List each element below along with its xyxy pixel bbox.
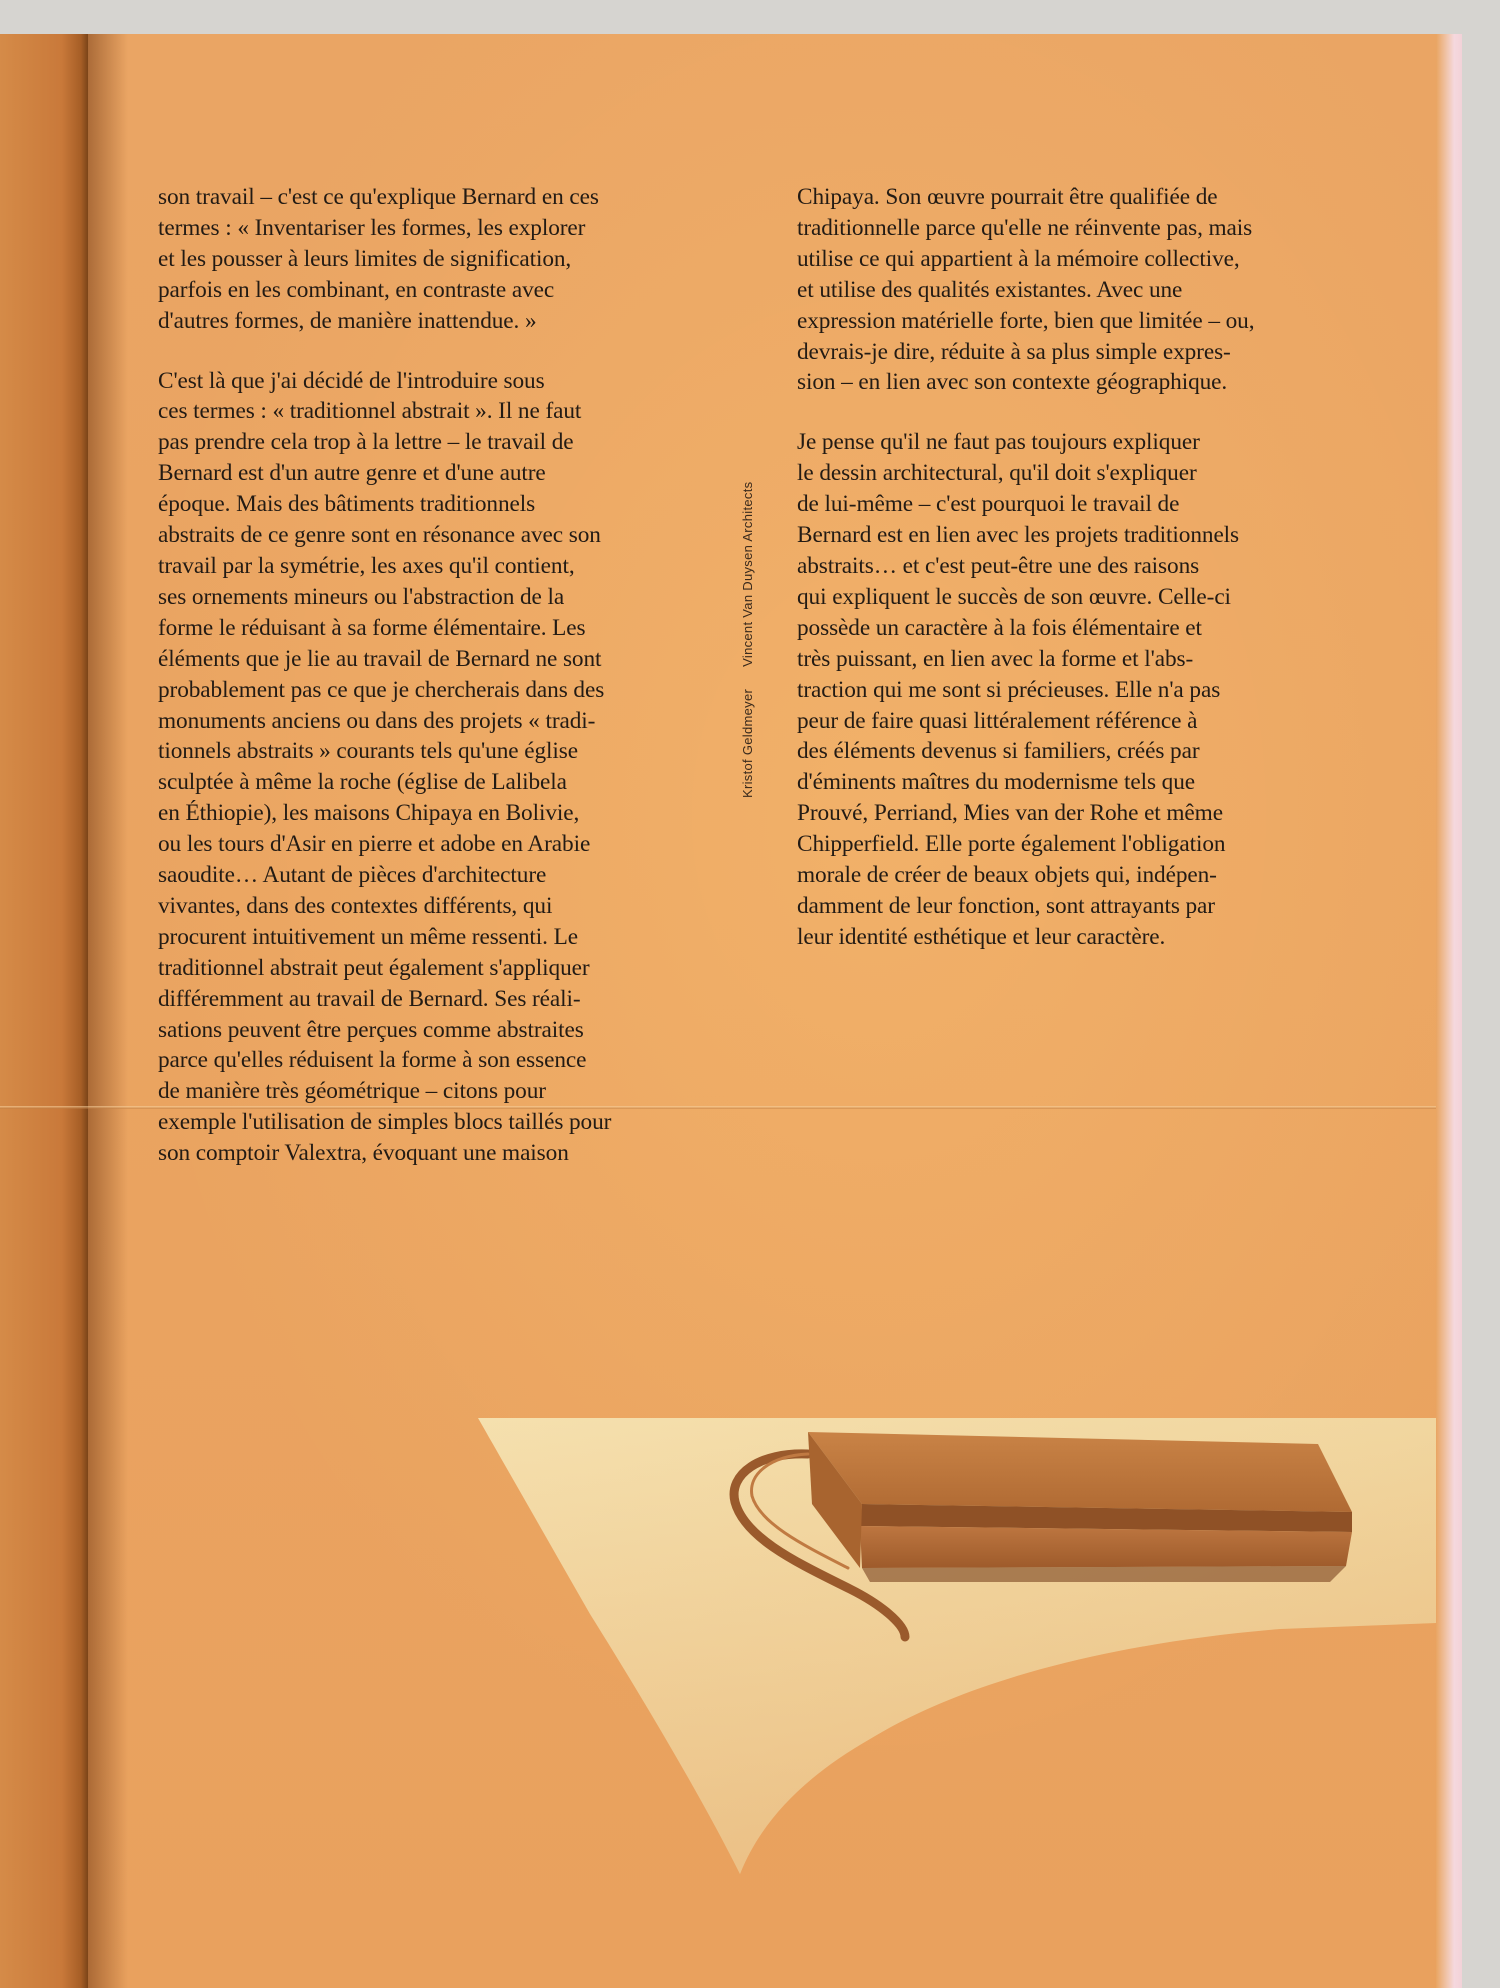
pouch-body [808, 1432, 1352, 1512]
photo-credit [740, 398, 760, 798]
page-right-edge [1436, 34, 1462, 1988]
article-left-column [158, 182, 678, 1198]
paragraph: son travail – c'est ce qu'explique Bernard en ces termes : « Inventariser les formes, les explorer et les pousser à leurs limites de signification, parfois en les combinant, en contraste avec d'autres formes, de manière inattendue. » [158, 184, 599, 334]
article-right-column [797, 182, 1297, 982]
credit-architect: Vincent Van Duysen Architects [740, 481, 755, 667]
magazine-page [0, 34, 1462, 1988]
paragraph: Je pense qu'il ne faut pas toujours expliquer le dessin architectural, qu'il doit s'expliquer de lui-même – c'est pourquoi le travail de Bernard est en lien avec les projets traditionnels abstraits… et c'est peut-être une des raisons qui expliquent le succès de son œuvre. Celle-ci possède un caractère à la fois élémentaire et très puissant, en lien avec la forme et l'abs- traction qui me sont si précieuses. Elle n'a pas peur de faire quasi littéralement référence à des éléments devenus si familiers, créés par d'éminents maîtres du modernisme tels que Prouvé, Perriand, Mies van der Rohe et même Chipperfield. Elle porte également l'obligation morale de créer de beaux objets qui, indépen- damment de leur fonction, sont attrayants par leur identité esthétique et leur caractère. [797, 429, 1240, 950]
paragraph: Chipaya. Son œuvre pourrait être qualifiée de traditionnelle parce qu'elle ne réinvente pas, mais utilise ce qui appartient à la mémoire collective, et utilise des qualités existantes. Avec une expression matérielle forte, bien que limitée – ou, devrais-je dire, réduite à sa plus simple expres- sion – en lien avec son contexte géographique. [797, 184, 1255, 396]
paragraph: C'est là que j'ai décidé de l'introduire sous ces termes : « traditionnel abstrait ». Il ne faut pas prendre cela trop à la lettre – le travail de Bernard est d'un autre genre et d'une autre époque. Mais des bâtiments traditionnels abstraits de ce genre sont en résonance avec son travail par la symétrie, les axes qu'il contient, ses ornements mineurs ou l'abstraction de la forme le réduisant à sa forme élémentaire. Les éléments que je lie au travail de Bernard ne sont probablement pas ce que je chercherais dans des monuments anciens ou dans des projets « tradi- tionnels abstraits » courants tels qu'une église sculptée à même la roche (église de Lalibela en Éthiopie), les maisons Chipaya en Bolivie, ou les tours d'Asir en pierre et adobe en Arabie saoudite… Autant de pièces d'architecture vivantes, dans des contextes différents, qui procurent intuitivement un même ressenti. Le traditionnel abstrait peut également s'appliquer différemment au travail de Bernard. Ses réali- sations peuvent être perçues comme abstraites parce qu'elles réduisent la forme à son essence de manière très géométrique – citons pour exemple l'utilisation de simples blocs taillés pour son comptoir Valextra, évoquant une maison [158, 367, 612, 1167]
credit-photographer: Kristof Geldmeyer [740, 688, 755, 798]
